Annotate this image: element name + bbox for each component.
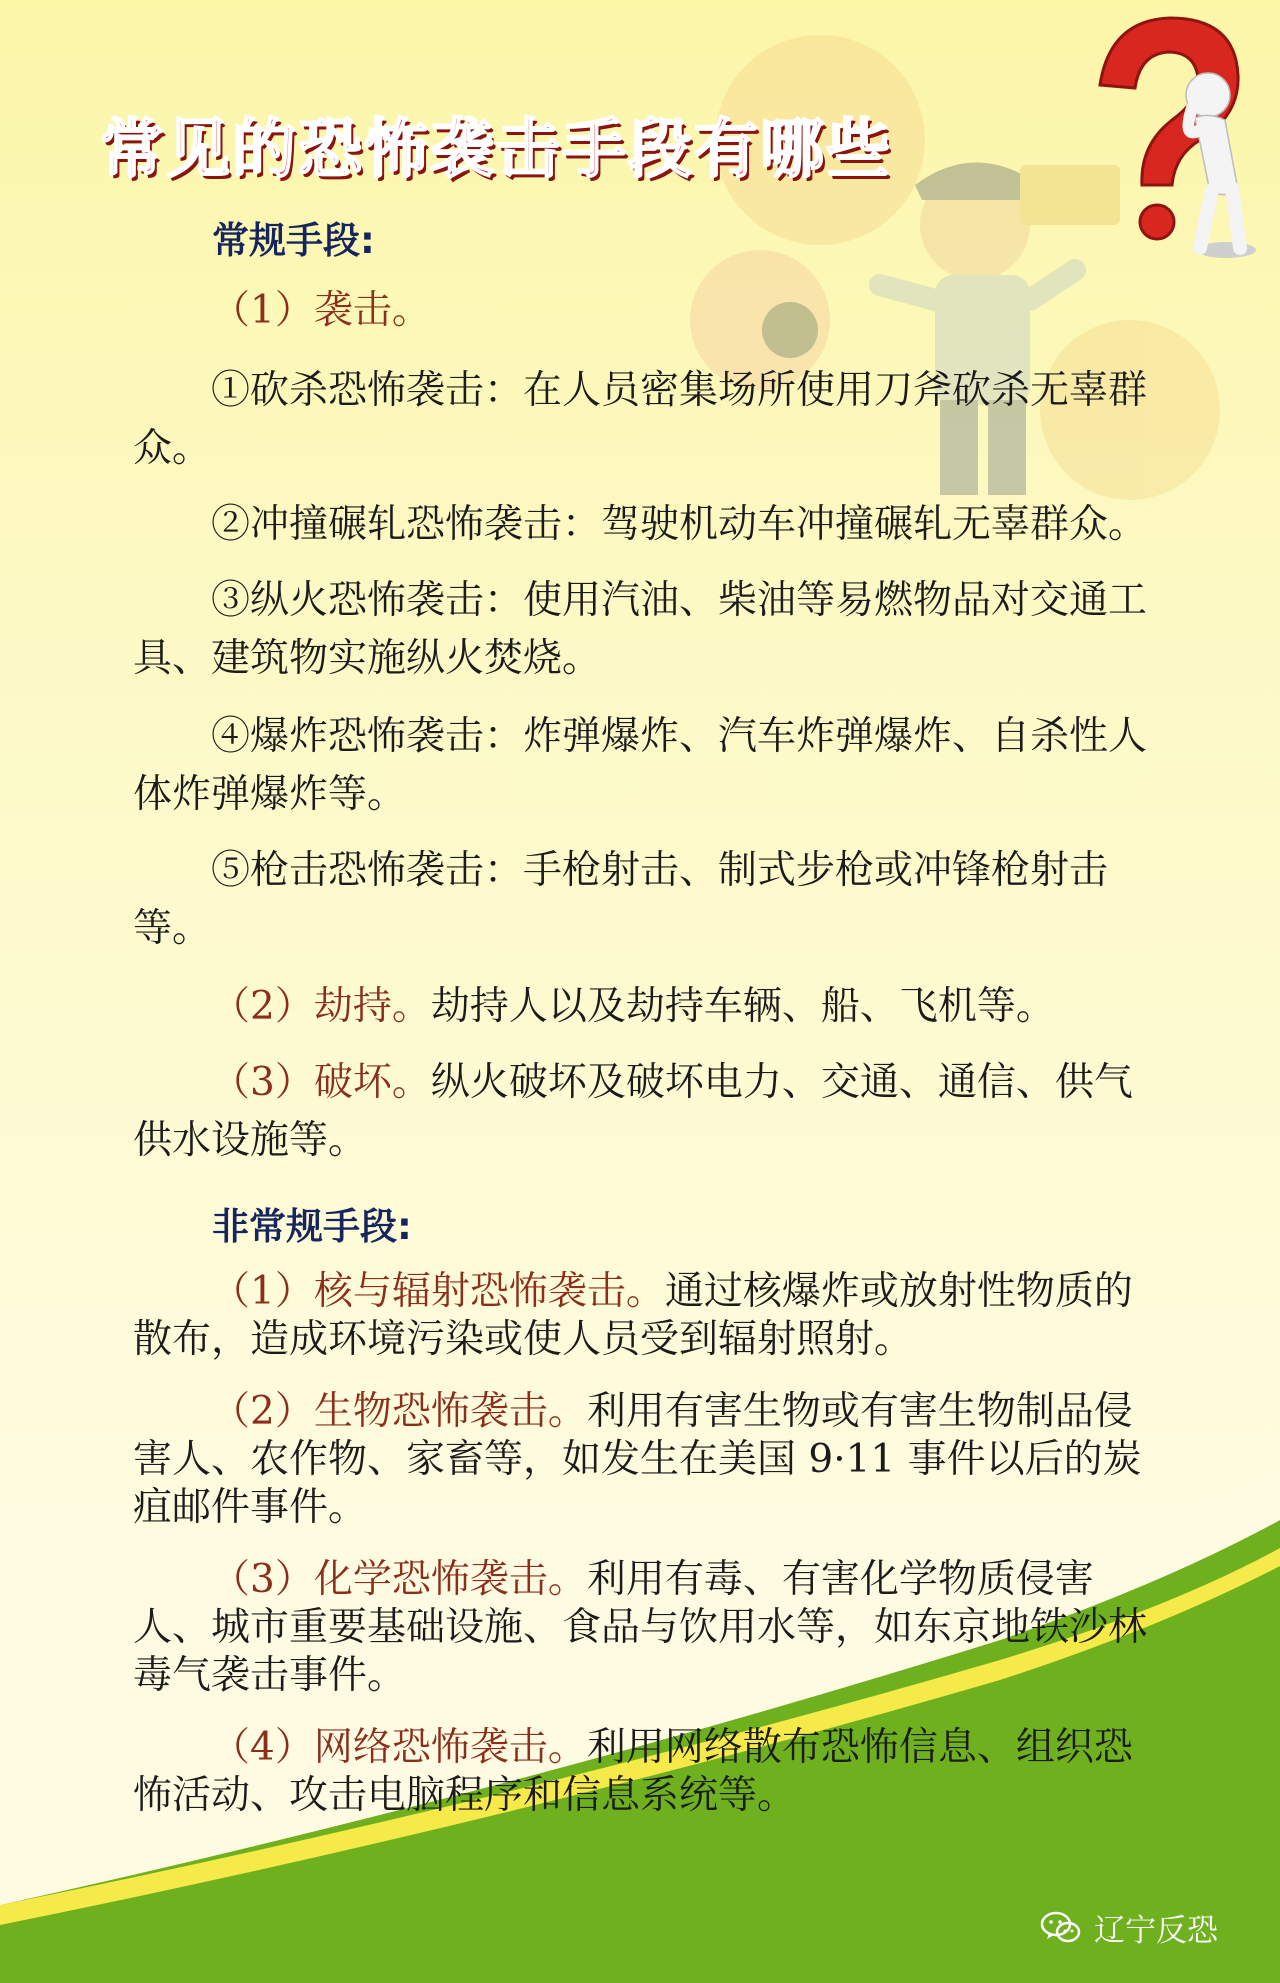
page-title: 常见的恐怖袭击手段有哪些: [100, 113, 892, 187]
item-head: （4）网络恐怖袭击。: [211, 1725, 587, 1770]
watermark: [1040, 1905, 1218, 1950]
item-text: 利用网络散布恐怖信息、组织恐怖活动、攻击电脑程序和信息系统等。: [133, 1725, 1133, 1818]
list-item: [133, 1388, 1153, 1532]
list-item: [133, 1054, 1153, 1170]
list-item: ③纵火恐怖袭击：使用汽油、柴油等易燃物品对交通工具、建筑物实施纵火焚烧。: [133, 578, 1148, 681]
section-heading-unconventional: 非常规手段:: [212, 1205, 412, 1248]
list-item: [133, 1556, 1153, 1700]
list-item: [133, 978, 1153, 1036]
watermark-text: 辽宁反恐: [1094, 1913, 1218, 1949]
item-head: （2）劫持。: [211, 984, 431, 1029]
item-text: 通过核爆炸或放射性物质的散布，造成环境污染或使人员受到辐射照射。: [133, 1269, 1133, 1362]
list-item: ①砍杀恐怖袭击：在人员密集场所使用刀斧砍杀无辜群众。: [133, 368, 1148, 471]
item-text: 纵火破坏及破坏电力、交通、通信、供气供水设施等。: [133, 1060, 1133, 1163]
section-heading-conventional: 常规手段:: [212, 219, 375, 262]
list-item: ⑤枪击恐怖袭击：手枪射击、制式步枪或冲锋枪射击等。: [133, 848, 1109, 951]
item-head: （3）化学恐怖袭击。: [211, 1557, 587, 1602]
list-item: ④爆炸恐怖袭击：炸弹爆炸、汽车炸弹爆炸、自杀性人体炸弹爆炸等。: [133, 714, 1148, 817]
item-head: （1）袭击。: [211, 288, 431, 333]
list-item: [133, 282, 1153, 340]
item-text: 利用有害生物或有害生物制品侵害人、农作物、家畜等，如发生在美国 9·11 事件以后的炭疽邮件事件。: [133, 1389, 1142, 1530]
item-head: （2）生物恐怖袭击。: [211, 1389, 587, 1434]
wechat-icon: [1040, 1910, 1082, 1946]
item-text: 劫持人以及劫持车辆、船、飞机等。: [430, 984, 1055, 1029]
item-head: （3）破坏。: [211, 1060, 431, 1105]
list-item: [133, 1724, 1153, 1820]
item-head: （1）核与辐射恐怖袭击。: [211, 1269, 665, 1314]
list-item: [133, 1268, 1153, 1364]
list-item: ②冲撞碾轧恐怖袭击：驾驶机动车冲撞碾轧无辜群众。: [211, 502, 1148, 547]
item-text: 利用有毒、有害化学物质侵害人、城市重要基础设施、食品与饮用水等，如东京地铁沙林毒气袭击事件。: [133, 1557, 1148, 1698]
